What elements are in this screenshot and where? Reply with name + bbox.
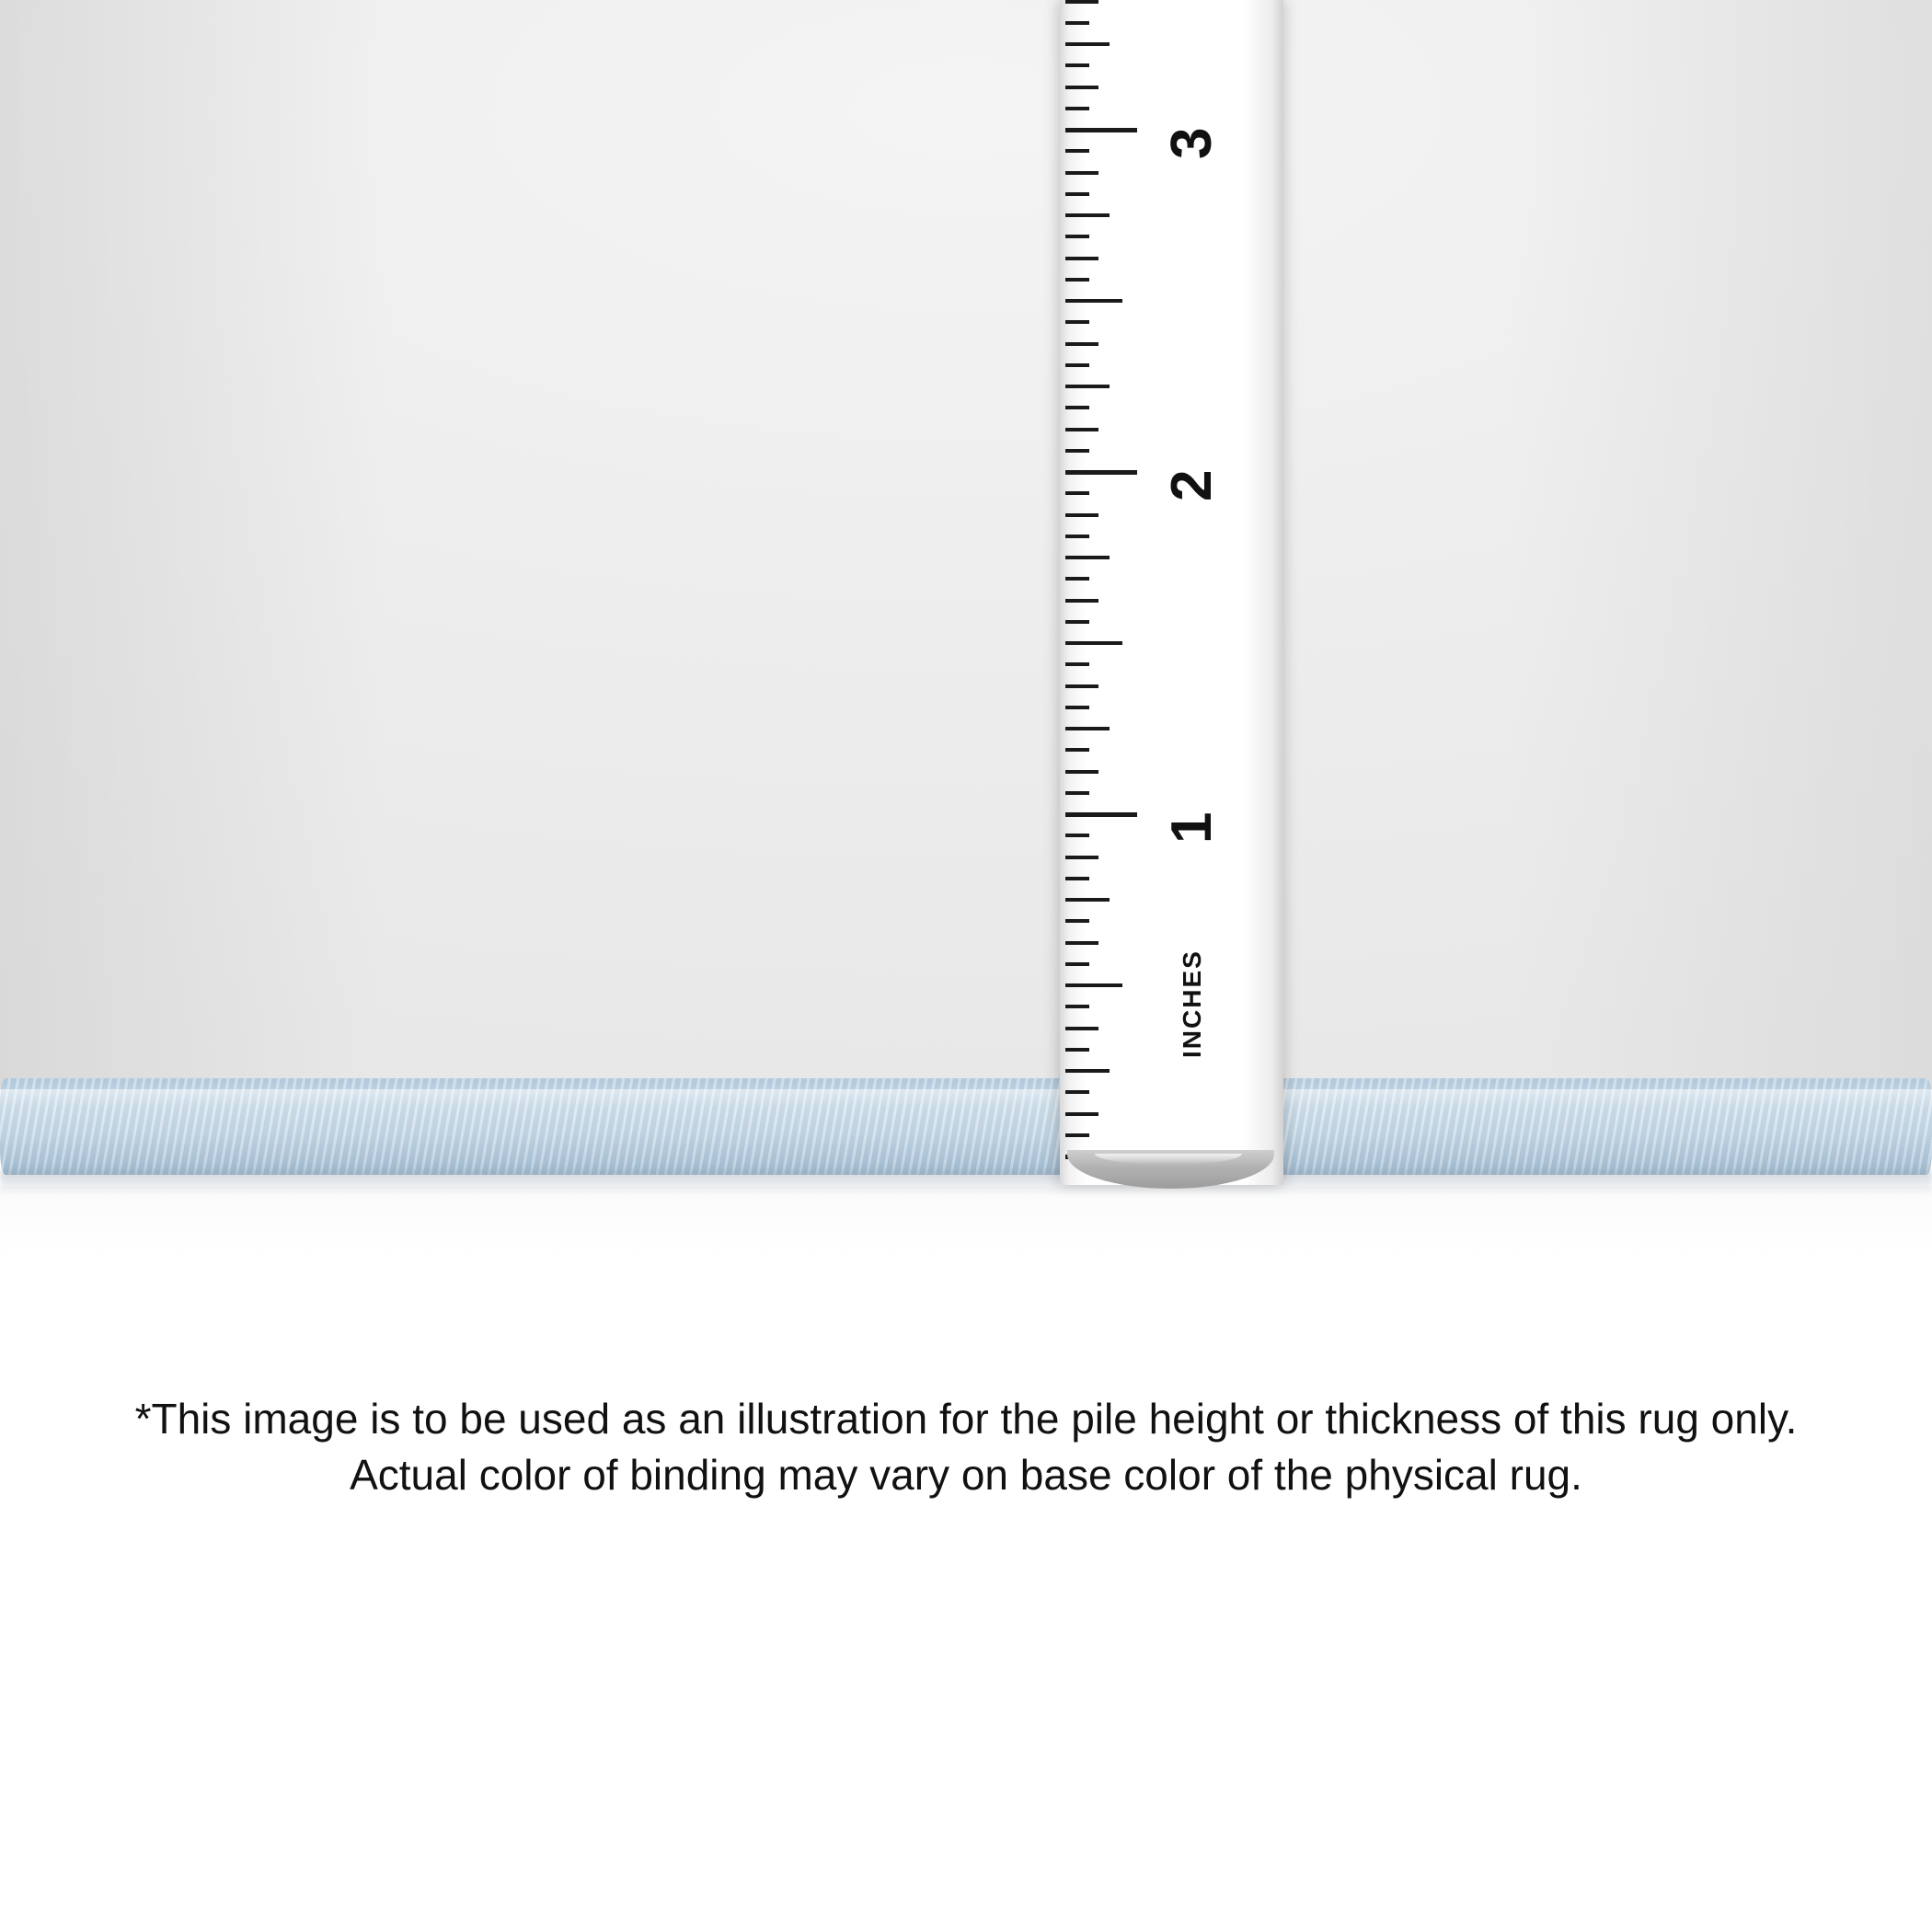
ruler-tick [1065,342,1098,346]
ruler-tick [1065,599,1098,603]
ruler-tick [1065,42,1110,46]
ruler-tick [1065,662,1089,666]
backdrop-shadow-right [1509,0,1932,1090]
ruler [1060,0,1283,1185]
ruler-tick [1065,577,1089,581]
ruler-tick [1065,278,1089,282]
ruler-tick [1065,192,1089,196]
ruler-tick [1065,0,1098,4]
ruler-tick [1065,1027,1098,1030]
ruler-tick [1065,213,1110,217]
ruler-tick [1065,449,1089,453]
ruler-tick [1065,491,1089,495]
ruler-tick [1065,149,1089,153]
ruler-tick [1065,1069,1110,1073]
rug-highlight [0,1089,1932,1110]
ruler-tick [1065,1112,1098,1116]
ruler-tick [1065,1048,1089,1052]
rug-edge [0,1078,1932,1190]
ruler-tick [1065,513,1098,517]
ruler-tick [1065,856,1098,859]
ruler-tick [1065,706,1089,709]
ruler-tick [1065,791,1089,795]
ruler-number: 3 [1160,127,1224,159]
ruler-tick [1065,1005,1089,1008]
ruler-tick [1065,385,1110,388]
ruler-tick [1065,21,1089,25]
ruler-tick [1065,983,1122,987]
ruler-tick [1065,556,1110,559]
ruler-tick [1065,470,1137,475]
ruler-tick [1065,641,1122,645]
ruler-tick [1065,107,1089,110]
ruler-tick [1065,898,1110,902]
ruler-tick [1065,128,1137,132]
ruler-tick [1065,834,1089,837]
ruler-ticks [1060,0,1283,1185]
ruler-tick [1065,770,1098,774]
ruler-tick [1065,63,1089,67]
rug-contact-shadow [0,1170,1932,1194]
ruler-number: 1 [1160,811,1224,844]
ruler-tick [1065,320,1089,324]
caption [0,1391,1932,1502]
ruler-units-label: INCHES [1178,949,1206,1058]
ruler-tick [1065,962,1089,966]
ruler-tick [1065,620,1089,624]
ruler-tick [1065,684,1098,688]
ruler-tick [1065,727,1110,730]
floor-surface [0,1187,1932,1306]
ruler-tick [1065,812,1137,817]
ruler-tick [1065,235,1089,238]
ruler-tick [1065,428,1098,431]
ruler-tick [1065,299,1122,303]
ruler-tick [1065,86,1098,89]
ruler-tick [1065,748,1089,752]
ruler-tick [1065,257,1098,260]
ruler-tick [1065,1090,1089,1094]
ruler-tick [1065,1133,1089,1137]
caption-line-1: *This image is to be used as an illustration for the pile height or thickness of this rug only. [134,1395,1798,1443]
ruler-tick [1065,363,1089,367]
ruler-tick [1065,535,1089,538]
ruler-tick [1065,919,1089,923]
ruler-tick [1065,941,1098,945]
ruler-number: 2 [1160,469,1224,501]
backdrop-shadow-left [0,0,386,1090]
ruler-tick [1065,406,1089,409]
caption-line-2: Actual color of binding may vary on base color of the physical rug. [350,1450,1582,1499]
ruler-tick [1065,877,1089,880]
ruler-tick [1065,171,1098,175]
